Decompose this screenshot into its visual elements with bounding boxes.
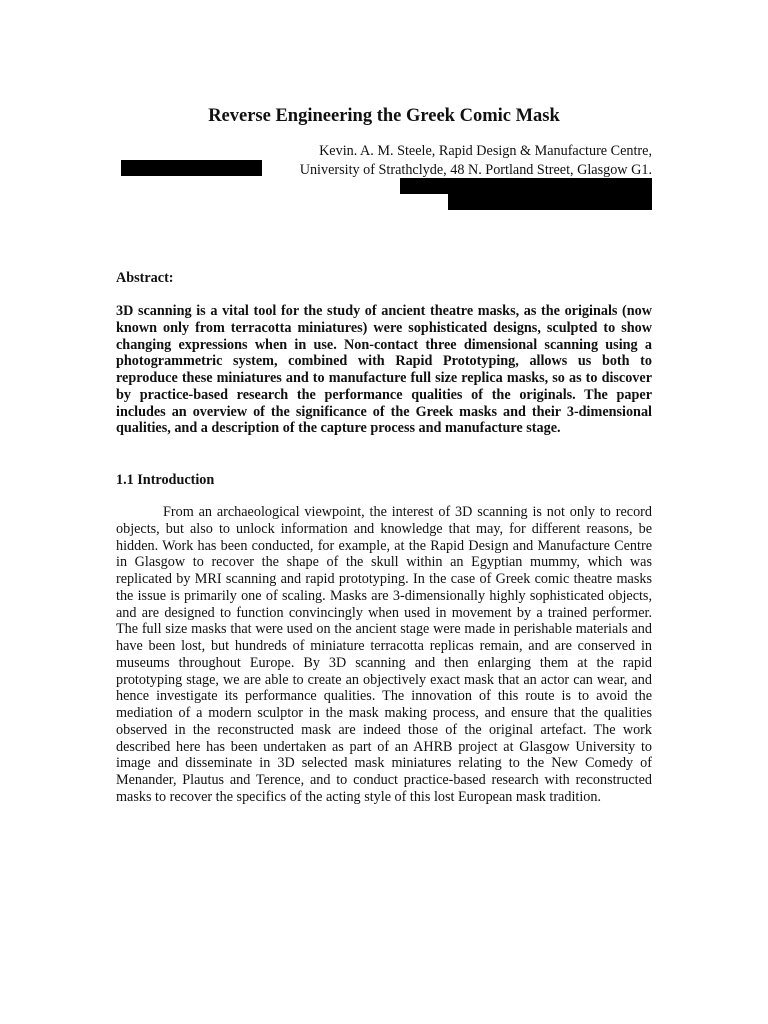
redaction-bar bbox=[121, 160, 262, 176]
redaction-bar bbox=[448, 193, 652, 210]
redaction-bar bbox=[400, 178, 652, 194]
abstract-heading: Abstract: bbox=[116, 270, 174, 286]
introduction-paragraph: From an archaeological viewpoint, the interest of 3D scanning is not only to record objects, but also to unlock information and knowledge that may, for different reasons, be hidden. Work has been conducted, for example, at the Rapid Design and Manufacture Centre in Glasgow to recover the shape of the skull within an Egyptian mummy, which was replicated by MRI scanning and rapid prototyping. In the case of Greek comic theatre masks the issue is primarily one of scaling. Masks are 3-dimensionally highly sophisticated objects, and are designed to function convincingly when used in movement by a trained performer. The full size masks that were used on the ancient stage were made in perishable materials and have been lost, but hundreds of miniature terracotta replicas remain, and are conserved in museums throughout Europe. By 3D scanning and then enlarging them at the rapid prototyping stage, we are able to create an objectively exact mask that an actor can wear, and hence investigate its performance qualities. The innovation of this route is to avoid the mediation of a modern sculptor in the mask making process, and ensure that the qualities observed in the reconstructed mask are indeed those of the original artefact. The work described here has been undertaken as part of an AHRB project at Glasgow University to image and disseminate in 3D selected mask miniatures relating to the New Comedy of Menander, Plautus and Terence, and to conduct practice-based research with reconstructed masks to recover the specifics of the acting style of this lost European mask tradition. bbox=[116, 504, 652, 805]
affiliation-line-2: University of Strathclyde, 48 N. Portland Street, Glasgow G1. bbox=[299, 162, 652, 178]
paper-title: Reverse Engineering the Greek Comic Mask bbox=[208, 106, 560, 126]
author-affiliation bbox=[232, 142, 652, 180]
abstract-text: 3D scanning is a vital tool for the study of ancient theatre masks, as the originals (now known only from terracotta miniatures) were sophisticated designs, sculpted to show changing expressions when in use. Non-contact three dimensional scanning using a photogrammetric system, combined with Rapid Prototyping, allows us both to reproduce these miniatures and to manufacture full size replica masks, so as to discover by practice-based research the performance qualities of the originals. The paper includes an overview of the significance of the Greek masks and their 3-dimensional qualities, and a description of the capture process and manufacture stage. bbox=[116, 303, 652, 437]
affiliation-line-1: Kevin. A. M. Steele, Rapid Design & Manufacture Centre, bbox=[319, 143, 652, 159]
section-heading-introduction: 1.1 Introduction bbox=[116, 472, 215, 488]
